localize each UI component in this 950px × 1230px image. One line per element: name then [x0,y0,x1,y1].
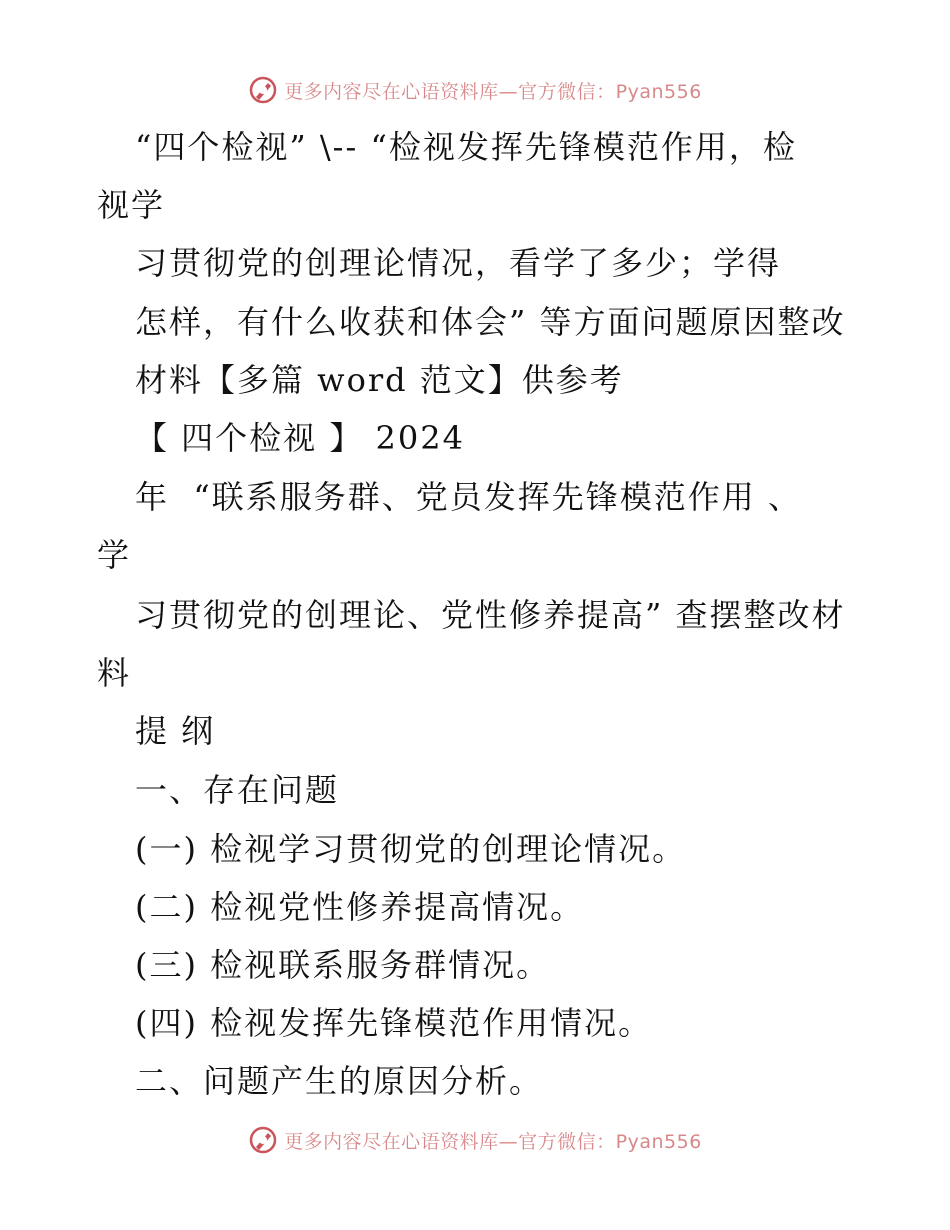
outline-heading: 提 纲 [135,712,216,750]
title-line-4: 怎样，有什么收获和体会” 等方面问题原因整改 [135,303,846,341]
watermark-text: 更多内容尽在心语资料库—官方微信：Pyan556 [284,1130,702,1153]
subtitle-line-5: 料 [97,654,132,692]
list-item: (三) 检视联系服务群情况。 [135,946,551,984]
section-heading-2: 二、问题产生的原因分析。 [135,1062,544,1100]
list-item: (四) 检视发挥先锋模范作用情况。 [135,1004,653,1042]
title-line-3: 习贯彻党的创理论情况，看学了多少；学得 [135,244,782,282]
pen-logo-icon [248,75,278,105]
subtitle-line-2: 年 “联系服务群、党员发挥先锋模范作用 、 [135,478,802,516]
pen-logo-icon [248,1125,278,1155]
title-line-1: “四个检视” \-- “检视发挥先锋模范作用，检 [135,128,797,166]
list-item: (一) 检视学习贯彻党的创理论情况。 [135,830,687,868]
list-item: (二) 检视党性修养提高情况。 [135,888,585,926]
section-heading-1: 一、存在问题 [135,771,340,809]
title-line-5: 材料【多篇 word 范文】供参考 [135,361,624,399]
footer-watermark [0,1120,950,1160]
watermark-text: 更多内容尽在心语资料库—官方微信：Pyan556 [284,80,702,103]
subtitle-line-4: 习贯彻党的创理论、党性修养提高” 查摆整改材 [135,596,846,634]
header-watermark [0,70,950,110]
title-line-2: 视学 [97,186,166,224]
subtitle-line-1: 【 四个检视 】 2024 [135,419,465,457]
subtitle-line-3: 学 [97,536,132,574]
